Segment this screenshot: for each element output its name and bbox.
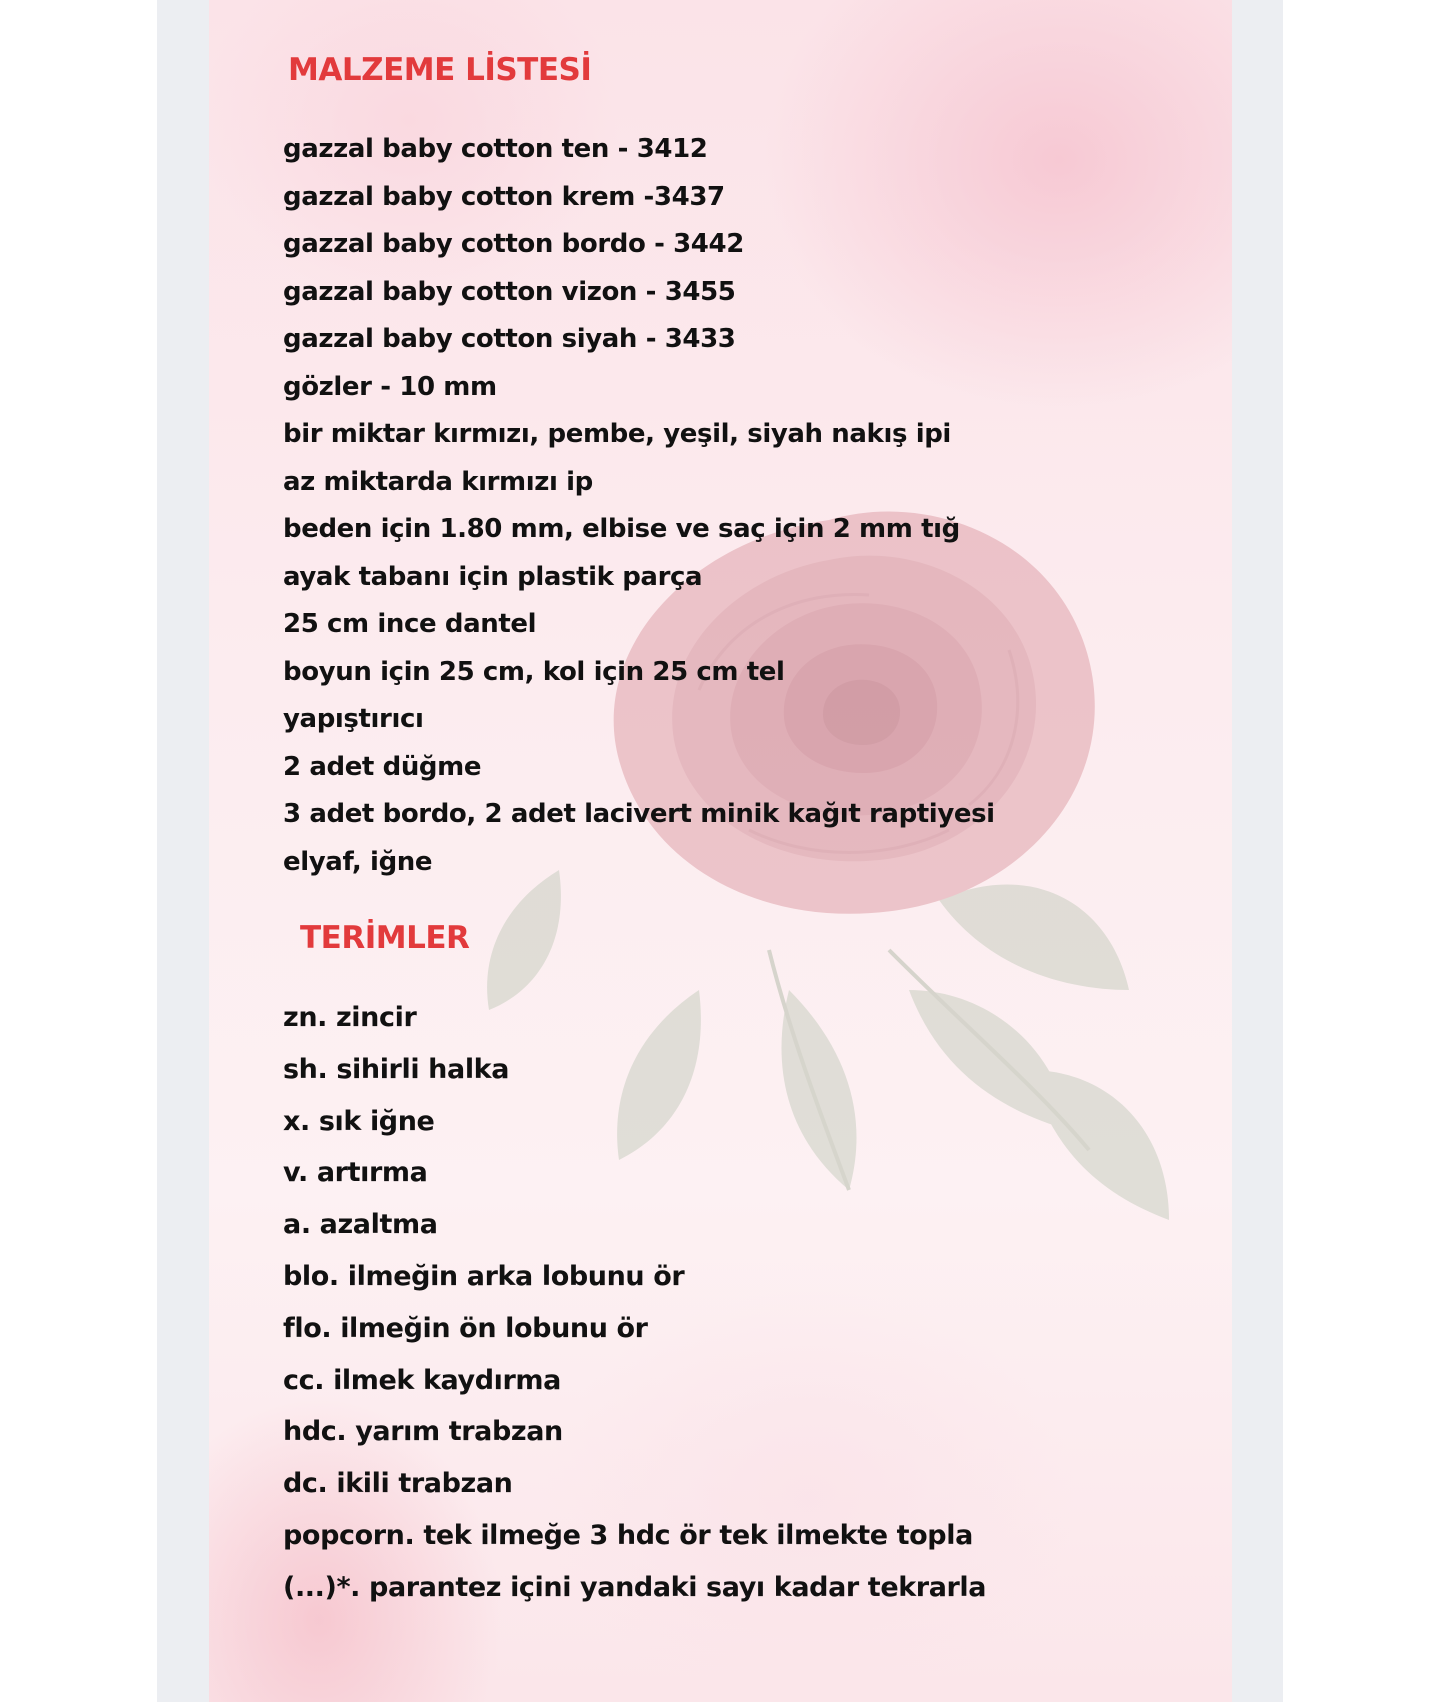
list-item: 2 adet düğme (283, 751, 482, 782)
list-item: sh. sihirli halka (283, 1053, 510, 1085)
list-item: gazzal baby cotton ten - 3412 (283, 134, 708, 164)
list-item: yapıştırıcı (283, 704, 424, 734)
list-item: ayak tabanı için plastik parça (283, 561, 703, 592)
list-item: blo. ilmeğin arka lobunu ör (283, 1260, 685, 1292)
list-item: az miktarda kırmızı ip (283, 466, 593, 497)
list-item: 3 adet bordo, 2 adet lacivert minik kağıt raptiyesi (283, 799, 995, 829)
list-item: x. sık iğne (283, 1105, 435, 1137)
list-item: gazzal baby cotton vizon - 3455 (283, 276, 736, 307)
list-item: gazzal baby cotton bordo - 3442 (283, 229, 744, 259)
list-item: gazzal baby cotton krem -3437 (283, 181, 725, 212)
materials-list (283, 130, 995, 890)
list-item: v. artırma (283, 1157, 428, 1189)
list-item: gazzal baby cotton siyah - 3433 (283, 324, 736, 354)
list-item: popcorn. tek ilmeğe 3 hdc ör tek ilmekte topla (283, 1519, 973, 1551)
list-item: flo. ilmeğin ön lobunu ör (283, 1312, 648, 1344)
list-item: beden için 1.80 mm, elbise ve saç için 2 mm tığ (283, 514, 960, 544)
recipe-card (209, 0, 1232, 1702)
list-item: (...)*. parantez içini yandaki sayı kadar tekrarla (283, 1571, 987, 1603)
list-item: zn. zincir (283, 1002, 417, 1033)
materials-heading: MALZEME LİSTESİ (288, 52, 592, 88)
list-item: 25 cm ince dantel (283, 609, 537, 639)
terms-heading: TERİMLER (300, 920, 470, 956)
list-item: gözler - 10 mm (283, 371, 497, 402)
list-item: elyaf, iğne (283, 846, 433, 877)
list-item: hdc. yarım trabzan (283, 1416, 563, 1448)
list-item: dc. ikili trabzan (283, 1468, 513, 1500)
terms-list (283, 998, 986, 1620)
list-item: boyun için 25 cm, kol için 25 cm tel (283, 656, 785, 687)
list-item: bir miktar kırmızı, pembe, yeşil, siyah nakış ipi (283, 419, 951, 449)
list-item: a. azaltma (283, 1209, 438, 1241)
list-item: cc. ilmek kaydırma (283, 1364, 561, 1396)
